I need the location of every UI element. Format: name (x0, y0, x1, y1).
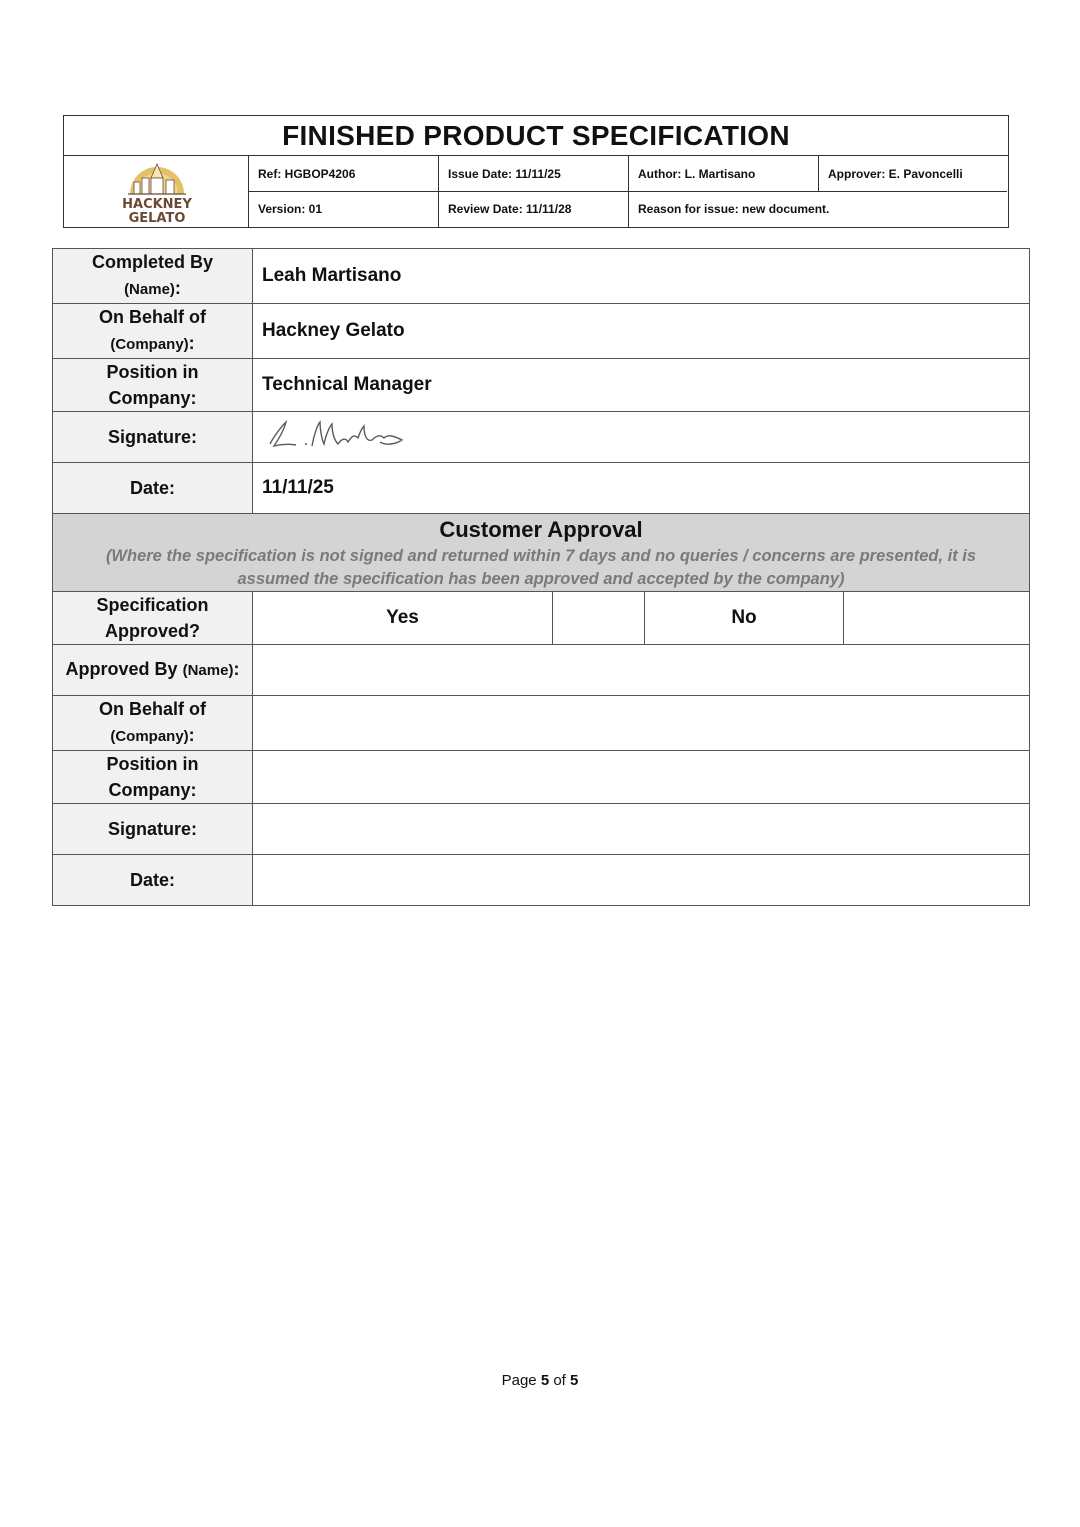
approval-on-behalf-field[interactable] (253, 696, 1030, 751)
approval-signature-row (53, 804, 1030, 855)
completed-by-label: Completed By (Name): (53, 249, 253, 304)
version-cell: Version: 01 (249, 192, 439, 227)
approval-signature-field[interactable] (253, 804, 1030, 855)
yes-checkbox-field[interactable] (553, 592, 645, 645)
position-label: Position in Company: (53, 359, 253, 412)
approval-date-label: Date: (53, 855, 253, 906)
approver-cell: Approver: E. Pavoncelli (819, 156, 1007, 192)
logo-text-hackney: HACKNEY (122, 197, 192, 212)
customer-approval-title: Customer Approval (439, 516, 643, 542)
signature-value (253, 412, 1030, 463)
date-row (53, 463, 1030, 514)
position-value: Technical Manager (253, 359, 1030, 412)
document-header (63, 115, 1009, 228)
ref-cell: Ref: HGBOP4206 (249, 156, 439, 192)
page-word: Page (501, 1372, 537, 1389)
completed-by-row (53, 249, 1030, 304)
review-date-cell: Review Date: 11/11/28 (439, 192, 629, 227)
document-title: FINISHED PRODUCT SPECIFICATION (64, 116, 1008, 156)
author-cell: Author: L. Martisano (629, 156, 819, 192)
company-logo (64, 156, 249, 227)
date-value: 11/11/25 (253, 463, 1030, 514)
approval-on-behalf-label: On Behalf of (Company): (53, 696, 253, 751)
customer-approval-banner (53, 514, 1030, 592)
approved-by-label: Approved By (Name): (53, 645, 253, 696)
approved-by-row (53, 645, 1030, 696)
completed-by-value: Leah Martisano (253, 249, 1030, 304)
approval-date-row (53, 855, 1030, 906)
approval-position-field[interactable] (253, 751, 1030, 804)
handwritten-signature-icon (262, 414, 412, 454)
logo-text-gelato: GELATO (128, 211, 186, 226)
yes-label: Yes (253, 592, 553, 645)
customer-approval-note: (Where the specification is not signed and returned within 7 days and no queries / concerns are presented, it is assumed the specification has been approved and accepted by the company) (105, 546, 977, 588)
customer-approval-row (53, 514, 1030, 592)
approval-position-label: Position in Company: (53, 751, 253, 804)
specification-signoff-table (52, 248, 1030, 906)
no-checkbox-field[interactable] (844, 592, 1030, 645)
spec-approved-label: Specification Approved? (53, 592, 253, 645)
page-total: 5 (570, 1372, 579, 1389)
approval-signature-label: Signature: (53, 804, 253, 855)
on-behalf-label: On Behalf of (Company): (53, 304, 253, 359)
reason-cell: Reason for issue: new document. (638, 202, 830, 216)
approved-by-field[interactable] (253, 645, 1030, 696)
page-current: 5 (540, 1372, 550, 1389)
issue-date-cell: Issue Date: 11/11/25 (439, 156, 629, 192)
approval-position-row (53, 751, 1030, 804)
spec-approved-row (53, 592, 1030, 645)
approval-date-field[interactable] (253, 855, 1030, 906)
no-label: No (645, 592, 844, 645)
signature-label: Signature: (53, 412, 253, 463)
approval-on-behalf-row (53, 696, 1030, 751)
page-footer (0, 1372, 1080, 1389)
of-word: of (553, 1372, 566, 1389)
date-label: Date: (53, 463, 253, 514)
hackney-gelato-logo-icon (120, 158, 194, 226)
signature-row (53, 412, 1030, 463)
position-row (53, 359, 1030, 412)
on-behalf-value: Hackney Gelato (253, 304, 1030, 359)
on-behalf-row (53, 304, 1030, 359)
